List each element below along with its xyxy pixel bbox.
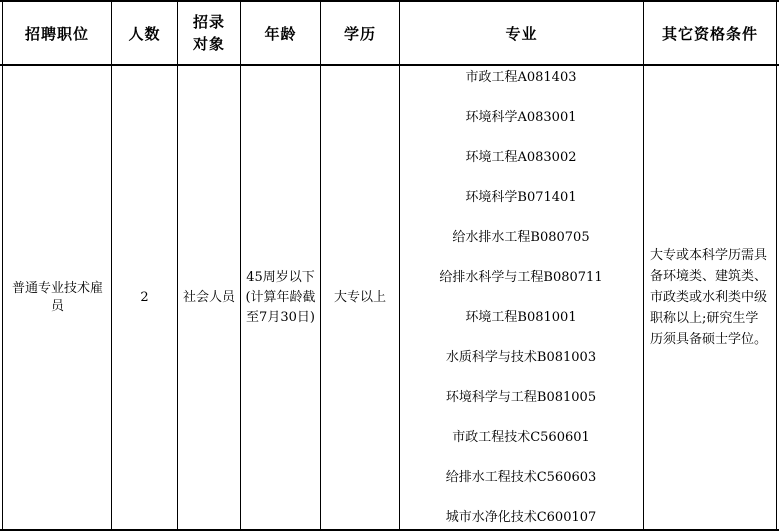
header-target: [178, 2, 240, 64]
major-item: 市政工程技术C560601: [452, 430, 590, 445]
cell-position: 普通专业技术雇员: [11, 280, 103, 314]
cell-age: 45周岁以下(计算年龄截至7月30日): [245, 269, 316, 325]
header-education: 学历: [343, 24, 376, 43]
major-item: 环境科学A083001: [465, 110, 577, 125]
major-item: 市政工程A081403: [465, 70, 577, 85]
col-divider-2: [177, 0, 178, 531]
major-item: 环境科学与工程B081005: [445, 390, 597, 405]
col-divider-4: [320, 0, 321, 531]
major-item: 给排水科学与工程B080711: [439, 270, 603, 285]
cell-education: 大专以上: [334, 289, 387, 305]
header-count: 人数: [128, 24, 161, 43]
header-major: 专业: [505, 24, 538, 43]
major-item: 环境工程B081001: [465, 310, 577, 325]
col-divider-7: [776, 0, 777, 531]
major-item: 城市水净化技术C600107: [445, 510, 597, 525]
header-position: 招聘职位: [24, 24, 89, 43]
cell-other-requirements: 大专或本科学历需具备环境类、建筑类、市政类或水利类中级职称以上;研究生学历须具备硕士学位。: [650, 248, 768, 347]
cell-count: 2: [140, 289, 149, 305]
header-other: 其它资格条件: [661, 24, 758, 43]
major-item: 环境工程A083002: [465, 150, 577, 165]
major-item: 环境科学B071401: [465, 190, 577, 205]
major-item: 给排水工程技术C560603: [445, 470, 597, 485]
header-age: 年龄: [264, 24, 297, 43]
col-divider-6: [643, 0, 644, 531]
col-divider-3: [240, 0, 241, 531]
col-divider-0: [2, 0, 3, 531]
header-target-line2: 对象: [192, 35, 225, 53]
major-item: 水质科学与技术B081003: [445, 350, 597, 365]
header-target-line1: 招录: [192, 13, 225, 31]
cell-target: 社会人员: [182, 289, 235, 305]
major-item: 给水排水工程B080705: [452, 230, 590, 245]
